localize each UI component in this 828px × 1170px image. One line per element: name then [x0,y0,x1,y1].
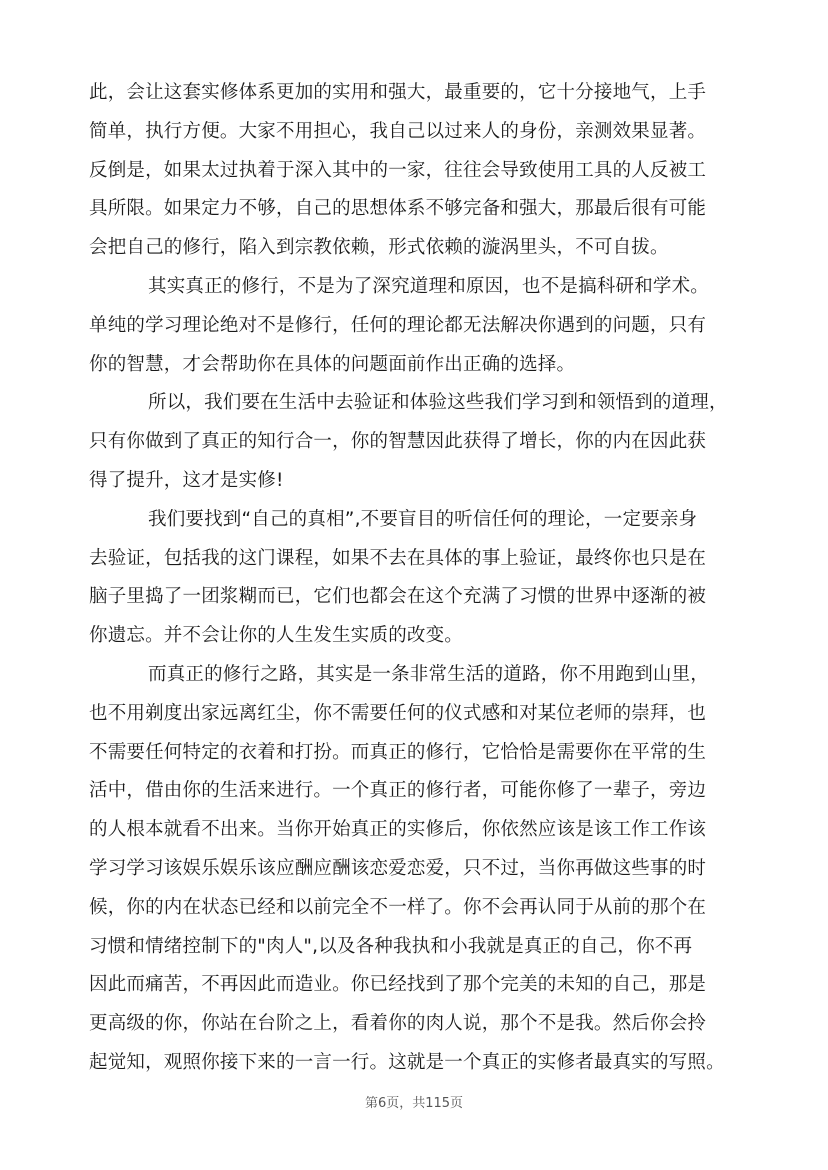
text-line: 习惯和情绪控制下的"肉人",以及各种我执和小我就是真正的自己，你不再 [89,935,693,957]
paragraph-first-line: 所以，我们要在生活中去验证和体验这些我们学习到和领悟到的道理， [148,392,728,414]
text-line: 去验证，包括我的这门课程，如果不去在具体的事上验证，最终你也只是在 [89,547,707,569]
text-line: 脑子里捣了一团浆糊而已，它们也都会在这个充满了习惯的世界中逐渐的被 [89,586,707,608]
text-line: 单纯的学习理论绝对不是修行，任何的理论都无法解决你遇到的问题，只有 [89,314,707,336]
paragraph-first-line: 我们要找到“自己的真相”,不要盲目的听信任何的理论，一定要亲身 [148,508,698,530]
text-line: 起觉知，观照你接下来的一言一行。这就是一个真正的实修者最真实的写照。 [89,1051,725,1073]
paragraph-first-line: 而真正的修行之路，其实是一条非常生活的道路，你不用跑到山里， [148,663,710,685]
text-line: 此，会让这套实修体系更加的实用和强大，最重要的，它十分接地气，上手 [89,82,707,103]
text-line: 候，你的内在状态已经和以前完全不一样了。你不会再认同于从前的那个在 [89,896,707,918]
text-line: 更高级的你，你站在台阶之上，看着你的肉人说，那个不是我。然后你会拎 [89,1013,707,1035]
text-line: 你的智慧，才会帮助你在具体的问题面前作出正确的选择。 [89,353,576,375]
text-line: 你遗忘。并不会让你的人生发生实质的改变。 [89,625,464,647]
paragraph-first-line: 其实真正的修行，不是为了深究道理和原因，也不是搞科研和学术。 [148,275,710,297]
text-line: 具所限。如果定力不够，自己的思想体系不够完备和强大，那最后很有可能 [89,198,707,220]
text-line: 学习学习该娱乐娱乐该应酬应酬该恋爱恋爱，只不过，当你再做这些事的时 [89,857,707,879]
text-line: 只有你做到了真正的知行合一，你的智慧因此获得了增长，你的内在因此获 [89,431,707,453]
text-line: 也不用剃度出家远离红尘，你不需要任何的仪式感和对某位老师的崇拜，也 [89,702,707,724]
text-line: 的人根本就看不出来。当你开始真正的实修后，你依然应该是该工作工作该 [89,819,707,841]
page-number-footer: 第6页，共115页 [364,1096,464,1111]
text-line: 简单，执行方便。大家不用担心，我自己以过来人的身份，亲测效果显著。 [89,120,707,142]
body-text [89,74,739,1083]
text-line: 不需要任何特定的衣着和打扮。而真正的修行，它恰恰是需要你在平常的生 [89,741,707,763]
text-line: 反倒是，如果太过执着于深入其中的一家，往往会导致使用工具的人反被工 [89,159,707,181]
text-line: 活中，借由你的生活来进行。一个真正的修行者，可能你修了一辈子，旁边 [89,780,707,802]
text-line: 因此而痛苦，不再因此而造业。你已经找到了那个完美的未知的自己，那是 [89,974,707,996]
text-line: 会把自己的修行，陷入到宗教依赖，形式依赖的漩涡里头，不可自拔。 [89,237,669,259]
text-line: 得了提升，这才是实修! [89,469,284,491]
